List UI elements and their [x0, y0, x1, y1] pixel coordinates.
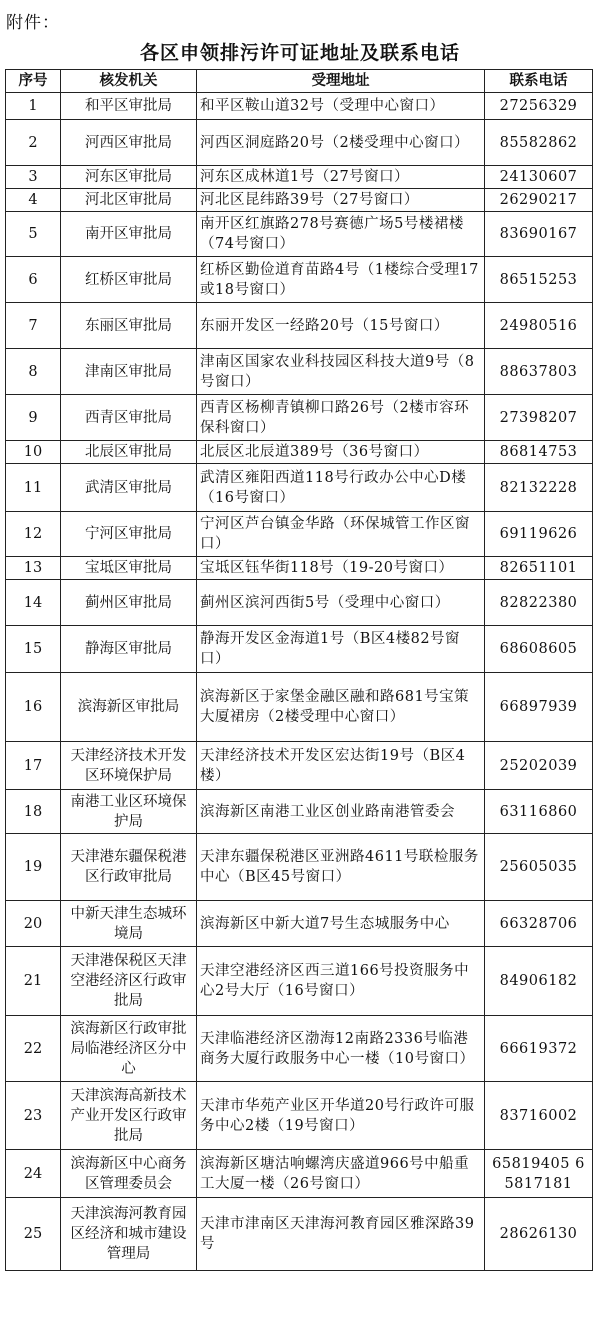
table-row	[6, 212, 593, 257]
cell-index: 21	[6, 947, 61, 1016]
cell-index: 10	[6, 441, 61, 464]
cell-index: 3	[6, 166, 61, 189]
cell-phone: 88637803	[485, 349, 593, 395]
table-row	[6, 834, 593, 901]
cell-phone: 65819405 65817181	[485, 1150, 593, 1198]
table-row	[6, 1150, 593, 1198]
table-row	[6, 349, 593, 395]
cell-agency: 红桥区审批局	[61, 257, 197, 303]
cell-phone: 69119626	[485, 512, 593, 557]
table-row	[6, 580, 593, 626]
cell-address: 静海开发区金海道1号（B区4楼82号窗口）	[197, 626, 485, 673]
cell-index: 11	[6, 464, 61, 512]
cell-agency: 天津港保税区天津空港经济区行政审批局	[61, 947, 197, 1016]
cell-address: 津南区国家农业科技园区科技大道9号（8号窗口）	[197, 349, 485, 395]
cell-agency: 东丽区审批局	[61, 303, 197, 349]
cell-phone: 66897939	[485, 673, 593, 742]
cell-index: 22	[6, 1016, 61, 1082]
table-row	[6, 742, 593, 790]
cell-phone: 26290217	[485, 189, 593, 212]
cell-address: 蓟州区滨河西街5号（受理中心窗口）	[197, 580, 485, 626]
cell-agency: 津南区审批局	[61, 349, 197, 395]
cell-index: 18	[6, 790, 61, 834]
cell-agency: 武清区审批局	[61, 464, 197, 512]
cell-agency: 河西区审批局	[61, 120, 197, 166]
cell-agency: 和平区审批局	[61, 93, 197, 120]
cell-address: 天津市津南区天津海河教育园区雅深路39号	[197, 1198, 485, 1271]
cell-address: 河东区成林道1号（27号窗口）	[197, 166, 485, 189]
cell-index: 14	[6, 580, 61, 626]
cell-agency: 滨海新区中心商务区管理委员会	[61, 1150, 197, 1198]
cell-address: 北辰区北辰道389号（36号窗口）	[197, 441, 485, 464]
cell-address: 东丽开发区一经路20号（15号窗口）	[197, 303, 485, 349]
table-row	[6, 1016, 593, 1082]
header-phone: 联系电话	[485, 70, 593, 93]
cell-index: 12	[6, 512, 61, 557]
header-address: 受理地址	[197, 70, 485, 93]
cell-index: 16	[6, 673, 61, 742]
cell-index: 4	[6, 189, 61, 212]
table-row	[6, 1082, 593, 1150]
cell-index: 5	[6, 212, 61, 257]
cell-phone: 66619372	[485, 1016, 593, 1082]
table-row	[6, 93, 593, 120]
cell-index: 19	[6, 834, 61, 901]
cell-agency: 河东区审批局	[61, 166, 197, 189]
cell-phone: 25202039	[485, 742, 593, 790]
cell-address: 滨海新区于家堡金融区融和路681号宝策大厦裙房（2楼受理中心窗口）	[197, 673, 485, 742]
cell-phone: 86814753	[485, 441, 593, 464]
cell-phone: 86515253	[485, 257, 593, 303]
cell-phone: 83690167	[485, 212, 593, 257]
cell-phone: 84906182	[485, 947, 593, 1016]
cell-phone: 83716002	[485, 1082, 593, 1150]
cell-index: 9	[6, 395, 61, 441]
cell-address: 红桥区勤俭道育苗路4号（1楼综合受理17或18号窗口）	[197, 257, 485, 303]
table-header-row	[6, 70, 593, 93]
table-row	[6, 1198, 593, 1271]
cell-address: 天津空港经济区西三道166号投资服务中心2号大厅（16号窗口）	[197, 947, 485, 1016]
cell-address: 滨海新区中新大道7号生态城服务中心	[197, 901, 485, 947]
cell-index: 7	[6, 303, 61, 349]
header-index: 序号	[6, 70, 61, 93]
permit-address-table	[5, 69, 593, 1271]
table-row	[6, 512, 593, 557]
table-body	[6, 93, 593, 1271]
cell-phone: 24980516	[485, 303, 593, 349]
table-row	[6, 303, 593, 349]
cell-address: 和平区鞍山道32号（受理中心窗口）	[197, 93, 485, 120]
cell-phone: 66328706	[485, 901, 593, 947]
cell-agency: 天津港东疆保税港区行政审批局	[61, 834, 197, 901]
table-row	[6, 947, 593, 1016]
cell-index: 2	[6, 120, 61, 166]
cell-agency: 北辰区审批局	[61, 441, 197, 464]
cell-index: 8	[6, 349, 61, 395]
cell-address: 河西区洞庭路20号（2楼受理中心窗口）	[197, 120, 485, 166]
cell-phone: 25605035	[485, 834, 593, 901]
cell-agency: 蓟州区审批局	[61, 580, 197, 626]
cell-phone: 27256329	[485, 93, 593, 120]
cell-phone: 82651101	[485, 557, 593, 580]
cell-index: 17	[6, 742, 61, 790]
cell-address: 天津临港经济区渤海12南路2336号临港商务大厦行政服务中心一楼（10号窗口）	[197, 1016, 485, 1082]
header-agency: 核发机关	[61, 70, 197, 93]
cell-address: 宁河区芦台镇金华路（环保城管工作区窗口）	[197, 512, 485, 557]
cell-index: 20	[6, 901, 61, 947]
cell-index: 1	[6, 93, 61, 120]
document-title: 各区申领排污许可证地址及联系电话	[139, 42, 460, 64]
cell-address: 河北区昆纬路39号（27号窗口）	[197, 189, 485, 212]
cell-phone: 82822380	[485, 580, 593, 626]
cell-phone: 24130607	[485, 166, 593, 189]
cell-agency: 宁河区审批局	[61, 512, 197, 557]
cell-index: 6	[6, 257, 61, 303]
table-row	[6, 901, 593, 947]
cell-address: 天津市华苑产业区开华道20号行政许可服务中心2楼（19号窗口）	[197, 1082, 485, 1150]
table-row	[6, 626, 593, 673]
cell-address: 天津经济技术开发区宏达街19号（B区4楼）	[197, 742, 485, 790]
cell-agency: 西青区审批局	[61, 395, 197, 441]
table-row	[6, 189, 593, 212]
table-row	[6, 257, 593, 303]
cell-agency: 南港工业区环境保护局	[61, 790, 197, 834]
cell-address: 宝坻区钰华街118号（19-20号窗口）	[197, 557, 485, 580]
cell-agency: 河北区审批局	[61, 189, 197, 212]
cell-agency: 中新天津生态城环境局	[61, 901, 197, 947]
cell-agency: 滨海新区行政审批局临港经济区分中心	[61, 1016, 197, 1082]
cell-phone: 63116860	[485, 790, 593, 834]
cell-agency: 滨海新区审批局	[61, 673, 197, 742]
table-row	[6, 166, 593, 189]
cell-phone: 85582862	[485, 120, 593, 166]
cell-address: 滨海新区塘沽响螺湾庆盛道966号中船重工大厦一楼（26号窗口）	[197, 1150, 485, 1198]
cell-address: 西青区杨柳青镇柳口路26号（2楼市容环保科窗口）	[197, 395, 485, 441]
table-row	[6, 395, 593, 441]
cell-index: 23	[6, 1082, 61, 1150]
cell-index: 25	[6, 1198, 61, 1271]
cell-address: 滨海新区南港工业区创业路南港管委会	[197, 790, 485, 834]
table-row	[6, 557, 593, 580]
cell-agency: 天津经济技术开发区环境保护局	[61, 742, 197, 790]
cell-agency: 天津滨海高新技术产业开发区行政审批局	[61, 1082, 197, 1150]
cell-agency: 南开区审批局	[61, 212, 197, 257]
cell-agency: 宝坻区审批局	[61, 557, 197, 580]
cell-agency: 天津滨海河教育园区经济和城市建设管理局	[61, 1198, 197, 1271]
cell-address: 武清区雍阳西道118号行政办公中心D楼（16号窗口）	[197, 464, 485, 512]
cell-index: 15	[6, 626, 61, 673]
cell-phone: 82132228	[485, 464, 593, 512]
table-row	[6, 120, 593, 166]
cell-agency: 静海区审批局	[61, 626, 197, 673]
cell-address: 南开区红旗路278号赛德广场5号楼裙楼（74号窗口）	[197, 212, 485, 257]
table-row	[6, 790, 593, 834]
attachment-label: 附件：	[6, 13, 60, 33]
table-row	[6, 464, 593, 512]
table-row	[6, 441, 593, 464]
cell-phone: 68608605	[485, 626, 593, 673]
cell-address: 天津东疆保税港区亚洲路4611号联检服务中心（B区45号窗口）	[197, 834, 485, 901]
cell-index: 24	[6, 1150, 61, 1198]
cell-phone: 27398207	[485, 395, 593, 441]
cell-phone: 28626130	[485, 1198, 593, 1271]
table-row	[6, 673, 593, 742]
cell-index: 13	[6, 557, 61, 580]
